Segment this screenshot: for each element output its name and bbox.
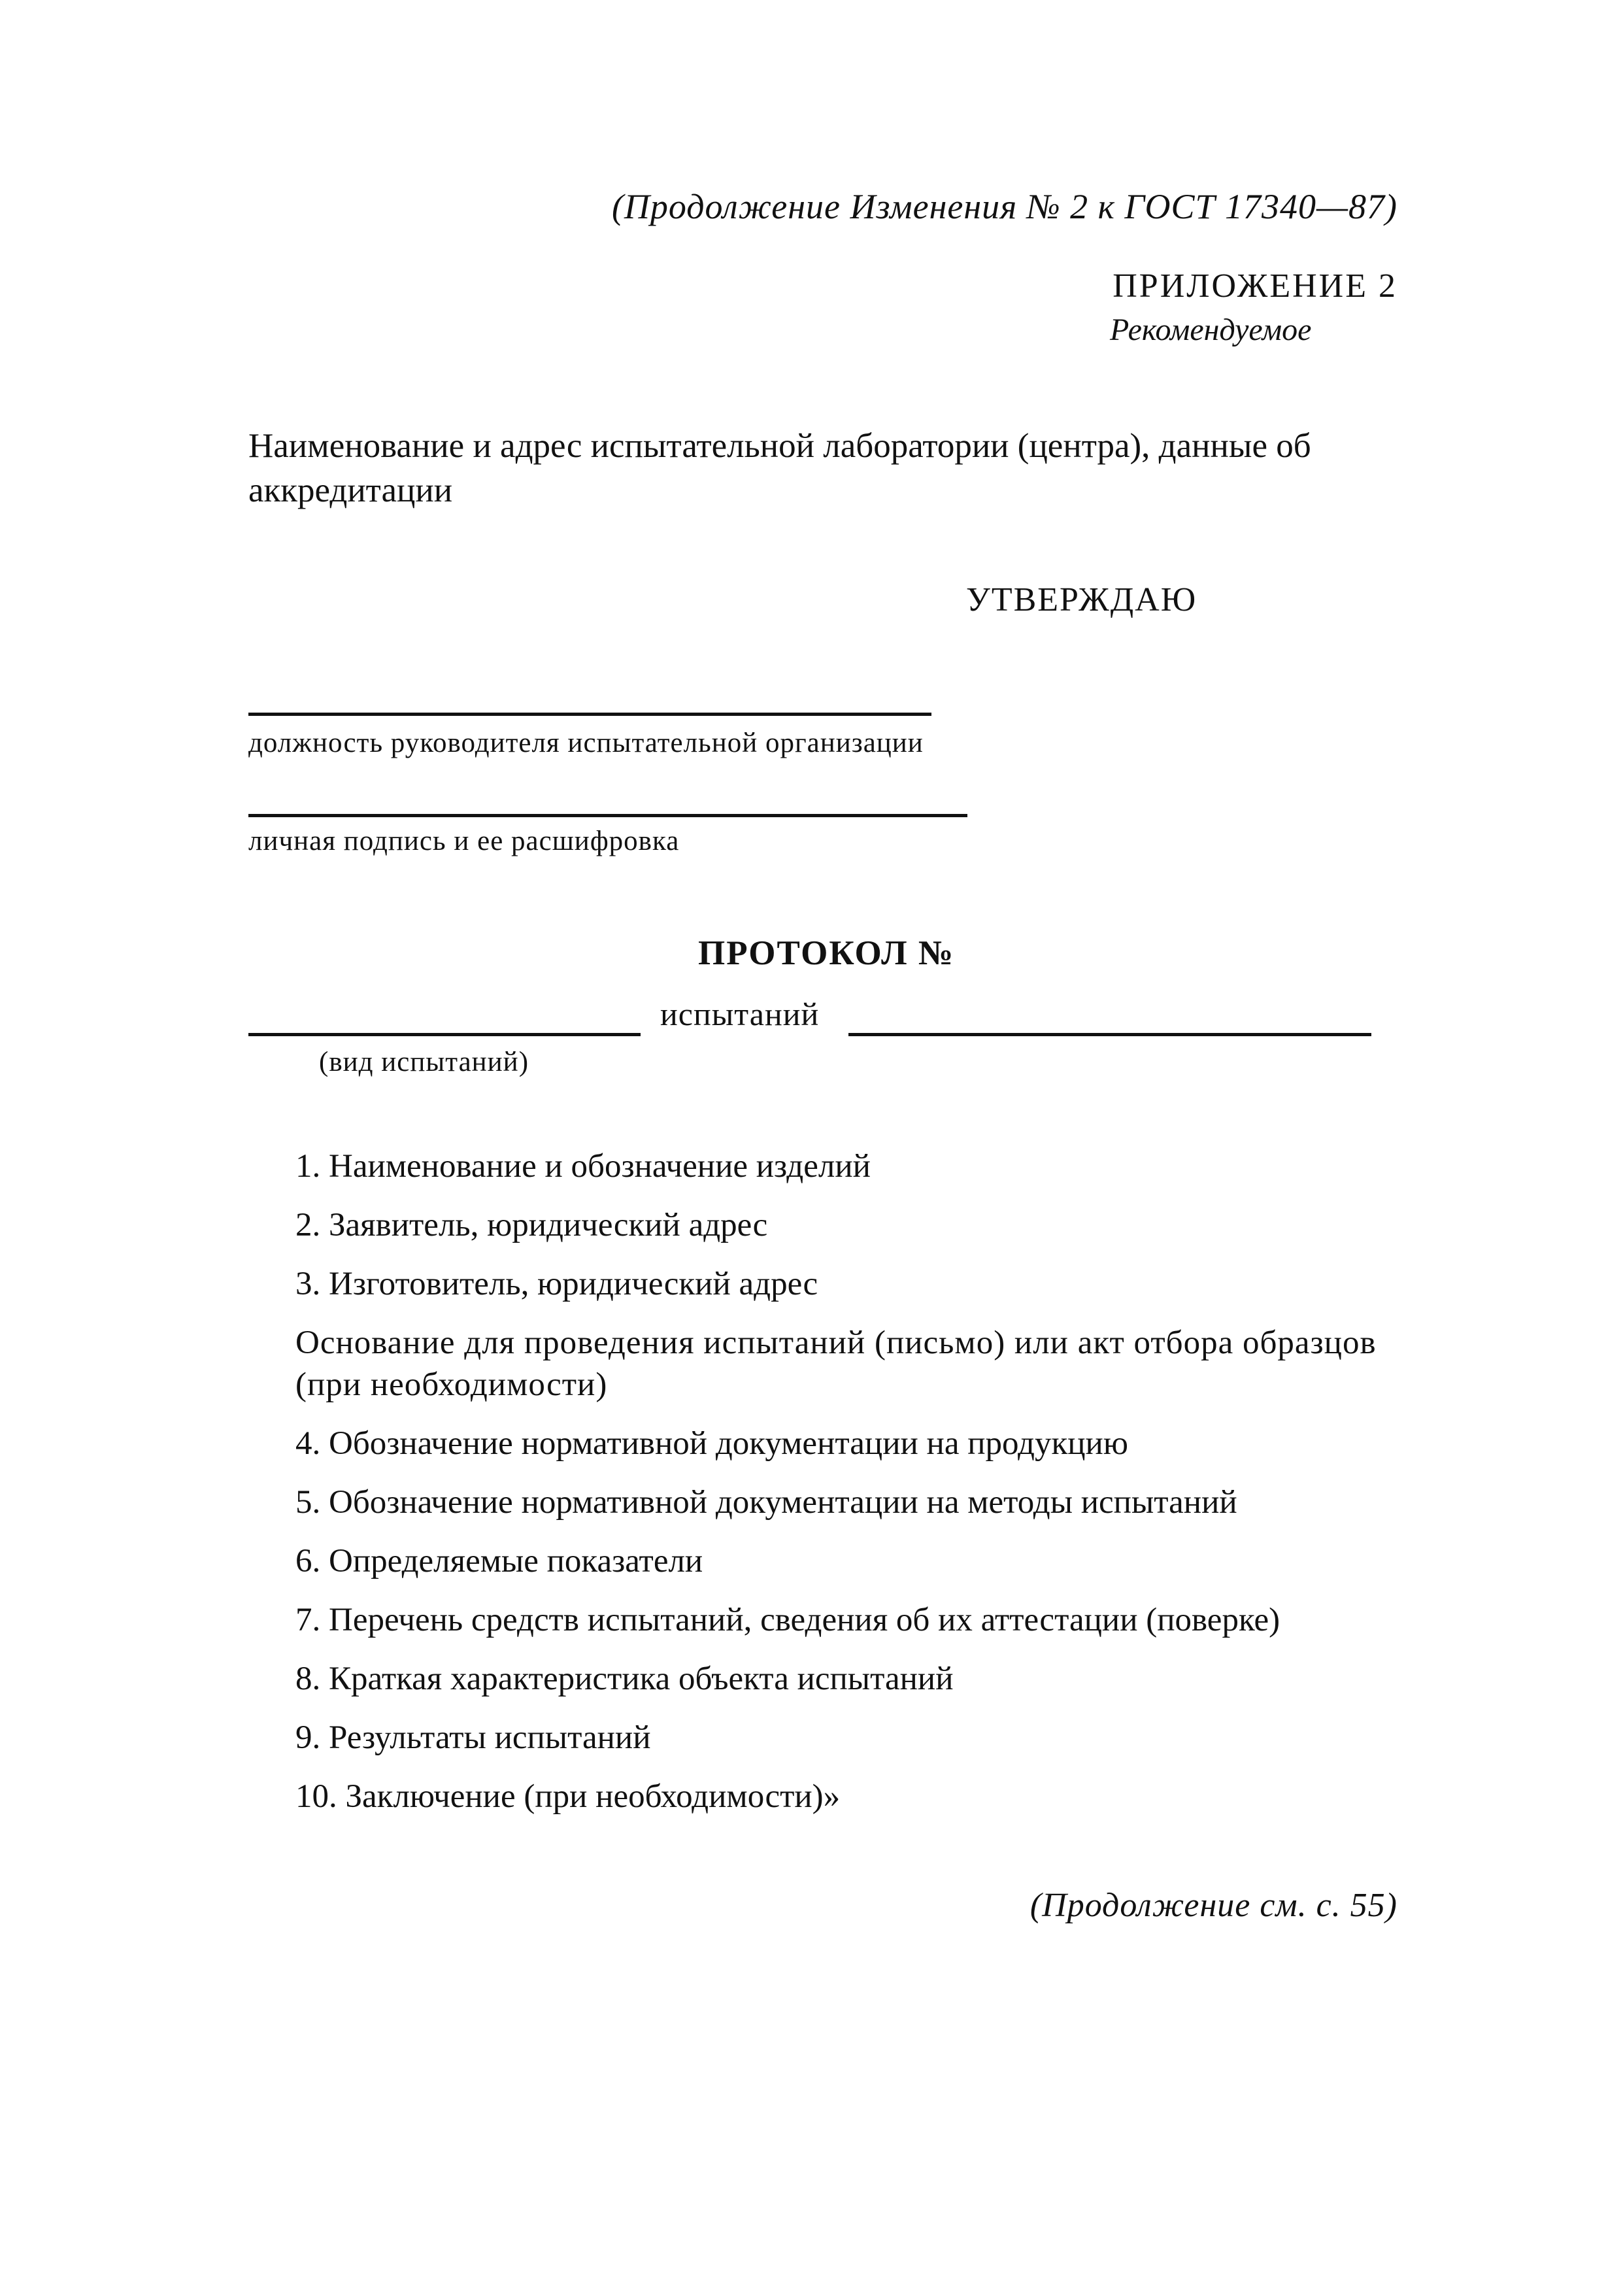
list-item: 1. Наименование и обозначение изделий [295,1148,871,1185]
position-blank-line [248,713,931,716]
list-item: 4. Обозначение нормативной документации на продукцию [295,1425,1128,1462]
list-item: 5. Обозначение нормативной документации на методы испытаний [295,1484,1237,1521]
tests-word: испытаний [660,996,820,1032]
list-item: 9. Результаты испытаний [295,1719,651,1756]
list-item: 7. Перечень средств испытаний, сведения об их аттестации (поверке) [295,1602,1280,1638]
continuation-footer-note: (Продолжение см. с. 55) [1029,1887,1397,1924]
list-item: 2. Заявитель, юридический адрес [295,1207,768,1243]
test-kind-caption: (вид испытаний) [319,1047,529,1077]
list-item: 10. Заключение (при необходимости)» [295,1778,841,1815]
list-item: Основание для проведения испытаний (письмо) или акт отбора образцов (при необходимости) [295,1325,1377,1403]
approval-title: УТВЕРЖДАЮ [966,581,1197,618]
signature-blank-line [248,814,967,817]
appendix-title: ПРИЛОЖЕНИЕ 2 [1113,267,1397,305]
list-item: 8. Краткая характеристика объекта испытаний [295,1661,954,1697]
test-object-blank-line [848,1033,1371,1036]
signature-caption: личная подпись и ее расшифровка [248,826,680,856]
protocol-title: ПРОТОКОЛ № [698,934,955,972]
protocol-items-list [295,1145,1407,1817]
lab-name-paragraph: Наименование и адрес испытательной лаборатории (центра), данные об аккредитации [248,427,1311,509]
test-kind-blank-line [248,1033,641,1036]
appendix-subtitle: Рекомендуемое [1110,312,1312,347]
list-item: 6. Определяемые показатели [295,1543,703,1579]
continuation-header-note: (Продолжение Изменения № 2 к ГОСТ 17340—87) [611,187,1397,226]
list-item: 3. Изготовитель, юридический адрес [295,1266,818,1302]
position-caption: должность руководителя испытательной организации [248,728,924,758]
